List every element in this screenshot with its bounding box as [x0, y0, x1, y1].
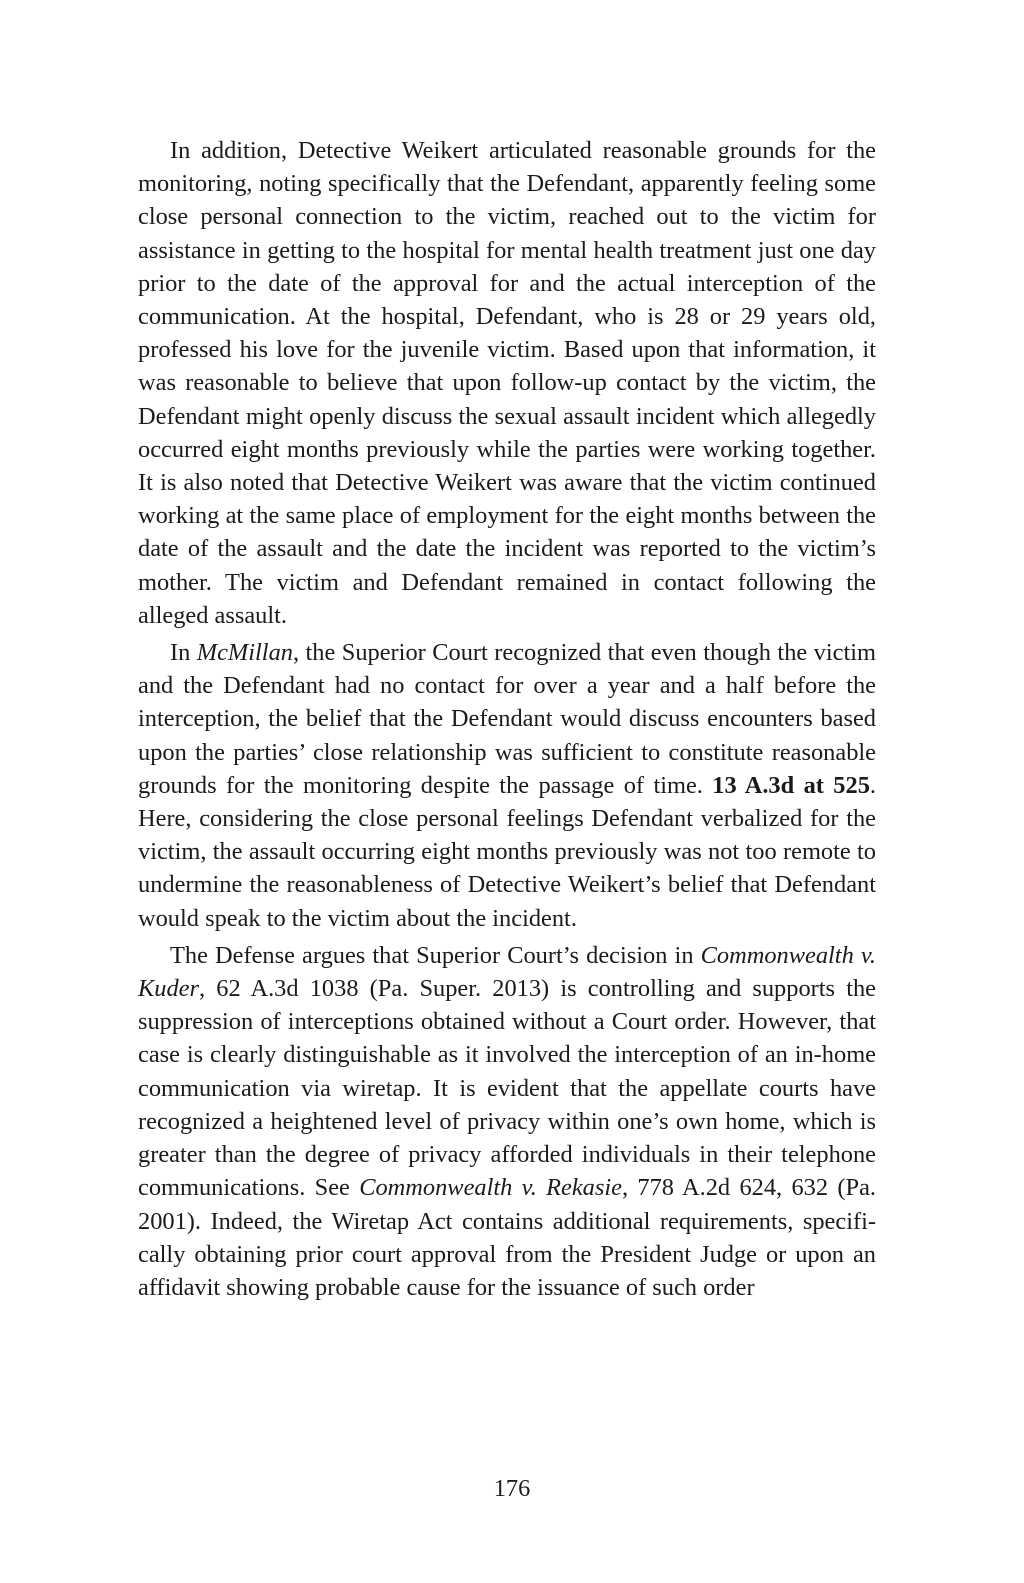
case-name-mcmillan: McMillan [196, 639, 293, 667]
case-name-rekasie: Commonwealth v. Rekasie [359, 1174, 622, 1202]
page-number: 176 [493, 1475, 531, 1502]
paragraph-2-text-c: . Here, considering the close personal feelings Defendant verbalized for the victim, the assault occurring eight months previously was not too remote to undermine the reasonableness of Detective Weikert’s belief that Defendant would speak to the victim about the incident. [138, 771, 876, 932]
paragraph-2-text-a: In [170, 639, 197, 667]
paragraph-3 [138, 939, 876, 1304]
case-name-kuder: Commonwealth v. Kuder [138, 941, 876, 1003]
citation-13-a3d: 13 A.3d at 525 [712, 771, 870, 799]
paragraph-1-text: In addition, Detective Weikert articulated reasonable grounds for the monitoring, noting specifically that the Defendant, apparently feeling some close personal connection to the victim, reached out to the victim for assistance in getting to the hospital for mental health treatment just one day prior to the date of the approval for and the actual interception of the communication. At the hospital, Defendant, who is 28 or 29 years old, professed his love for the juvenile victim. Based upon that information, it was reasonable to believe that upon follow-up contact by the victim, the Defendant might openly discuss the sexual assault incident which allegedly occurred eight months previously while the parties were working together. It is also noted that Detective Weikert was aware that the victim continued working at the same place of employment for the eight months between the date of the assault and the date the incident was reported to the victim’s mother. The victim and Defendant remained in contact following the alleged assault. [138, 137, 876, 629]
paragraph-1 [138, 134, 876, 632]
paragraph-3-text-c: , 778 A.2d 624, 632 (Pa. 2001). Indeed, the Wiretap Act contains additional requirements, specifically obtaining prior court approval from the President Judge or upon an affidavit showing probable cause for the issuance of such order [138, 1174, 876, 1301]
paragraph-2-text-b: , the Superior Court recognized that even though the victim and the Defendant had no contact for over a year and a half before the interception, the belief that the Defendant would discuss encounters based upon the parties’ close relationship was sufficient to constitute reasonable grounds for the monitoring despite the passage of time. [138, 639, 876, 799]
paragraph-2 [138, 636, 876, 935]
paragraph-3-text-a: The Defense argues that Superior Court’s decision in [170, 941, 701, 969]
paragraph-3-text-b: , 62 A.3d 1038 (Pa. Super. 2013) is controlling and supports the suppression of interceptions obtained without a Court order. However, that case is clearly distinguishable as it involved the interception of an in-home communication via wiretap. It is evident that the appellate courts have recognized a heightened level of privacy within one’s own home, which is greater than the degree of privacy afforded individuals in their telephone communications. See [138, 975, 876, 1202]
document-body [138, 134, 876, 1308]
